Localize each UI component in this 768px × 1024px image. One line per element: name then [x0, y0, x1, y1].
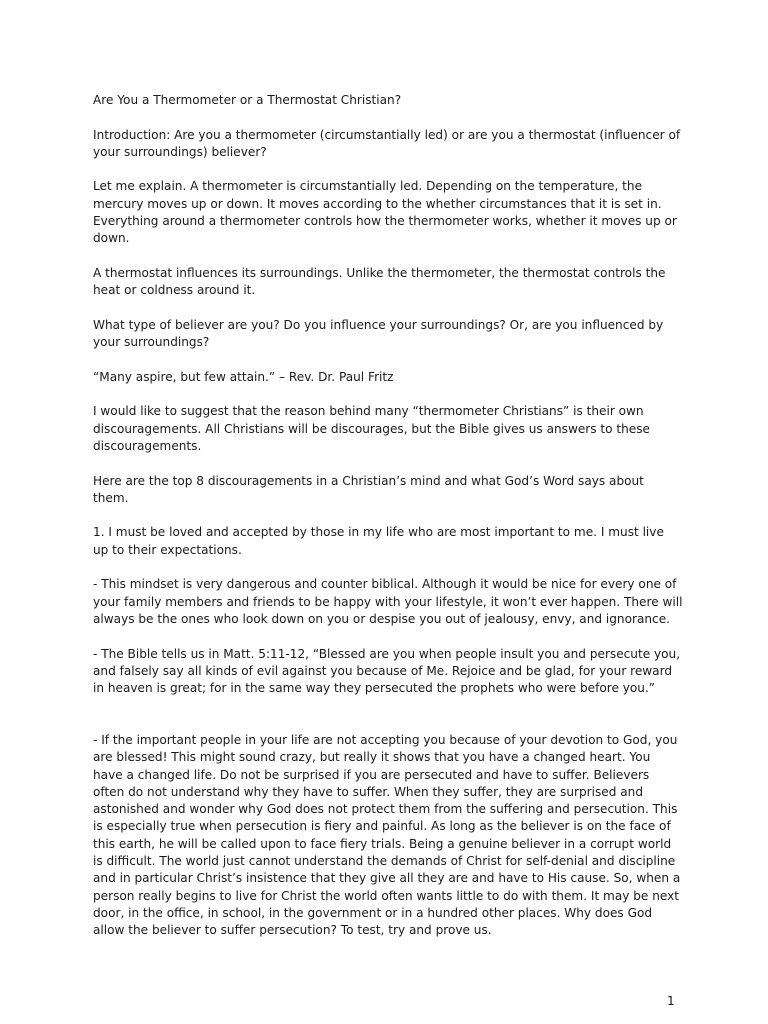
- paragraph-introduction: Introduction: Are you a thermometer (circumstantially led) or are you a thermostat (influencer of your surroundings) believer?: [93, 127, 681, 159]
- paragraph-quote: “Many aspire, but few attain.” – Rev. Dr. Paul Fritz: [93, 369, 394, 384]
- paragraph-top-8-intro: Here are the top 8 discouragements in a Christian’s mind and what God’s Word says about them.: [93, 473, 644, 505]
- paragraph-thermometer-explanation: Let me explain. A thermometer is circumstantially led. Depending on the temperature, the mercury moves up or down. It moves according to the whether circumstances that it is set in. Everything around a thermometer controls how the thermometer works, whether it moves up or down.: [93, 179, 677, 246]
- paragraph-suggestion: I would like to suggest that the reason behind many “thermometer Christians” is their own discouragements. All Christians will be discourages, but the Bible gives us answers to these discouragements.: [93, 404, 650, 453]
- page-number: 1: [667, 994, 675, 1008]
- paragraph-important-people: - If the important people in your life are not accepting you because of your devotion to God, you are blessed! This might sound crazy, but really it shows that you have a changed heart. You have a changed life. Do not be surprised if you are persecuted and have to suffer. Believers often do not understand why they have to suffer. When they suffer, they are surprised and astonished and wonder why God does not protect them from the suffering and persecution. This is especially true when persecution is fiery and painful. As long as the believer is on the face of this earth, he will be called upon to face fiery trials. Being a genuine believer in a corrupt world is difficult. The world just cannot understand the demands of Christ for self-denial and discipline and in particular Christ’s insistence that they give all they are and have to His cause. So, when a person really begins to live for Christ the world often wants little to do with them. It may be next door, in the office, in school, in the government or in a hundred other places. Why does God allow the believer to suffer persecution? To test, try and prove us.: [93, 732, 681, 938]
- paragraph-question: What type of believer are you? Do you influence your surroundings? Or, are you influenced by your surroundings?: [93, 317, 664, 350]
- paragraph-thermostat-explanation: A thermostat influences its surroundings. Unlike the thermometer, the thermostat controls the heat or coldness around it.: [93, 265, 666, 298]
- paragraph-discouragement-1: 1. I must be loved and accepted by those in my life who are most important to me. I must live up to their expectations.: [93, 525, 664, 557]
- paragraph-mindset-dangerous: - This mindset is very dangerous and counter biblical. Although it would be nice for every one of your family members and friends to be happy with your lifestyle, it won’t ever happen. There will always be the ones who look down on you or despise you out of jealousy, envy, and ignorance.: [93, 577, 683, 626]
- document-page: [93, 92, 683, 957]
- paragraph-bible-matt: - The Bible tells us in Matt. 5:11-12, “Blessed are you when people insult you and persecute you, and falsely say all kinds of evil against you because of Me. Rejoice and be glad, for your reward in heaven is great; for in the same way they persecuted the prophets who were before you.”: [93, 646, 681, 696]
- document-title: Are You a Thermometer or a Thermostat Christian?: [93, 93, 402, 107]
